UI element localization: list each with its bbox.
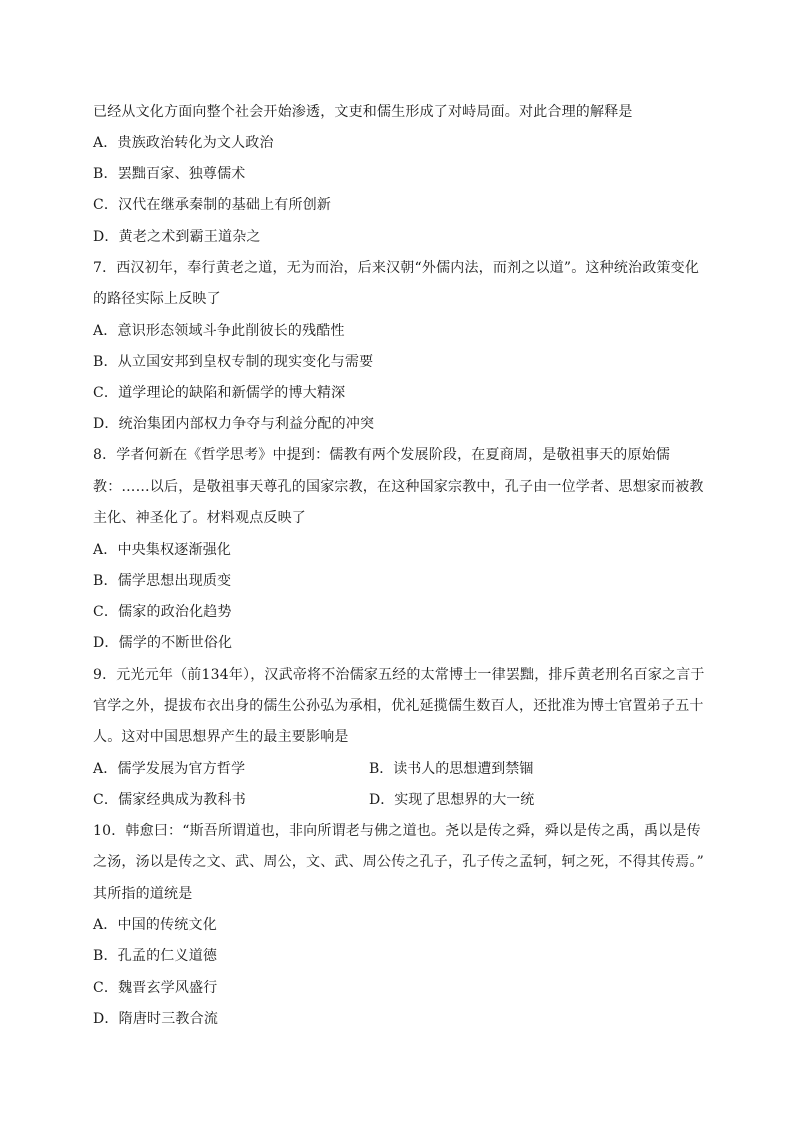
question-6-option-c: C．汉代在继承秦制的基础上有所创新 bbox=[93, 197, 332, 213]
question-7-stem-line-2: 的路径实际上反映了 bbox=[93, 291, 221, 307]
question-10-option-c: C．魏晋玄学风盛行 bbox=[93, 980, 218, 996]
question-8-option-c: C．儒家的政治化趋势 bbox=[93, 604, 232, 620]
question-6-option-d: D．黄老之术到霸王道杂之 bbox=[93, 229, 261, 245]
question-9-option-c: C．儒家经典成为教科书 bbox=[93, 792, 246, 808]
question-7-option-a: A．意识形态领域斗争此削彼长的残酷性 bbox=[93, 323, 345, 339]
question-7-stem-line-1: 7．西汉初年，奉行黄老之道，无为而治，后来汉朝“外儒内法，而剂之以道”。这种统治政策变化 bbox=[93, 260, 700, 276]
question-10-stem-line-1: 10．韩愈曰：“斯吾所谓道也，非向所谓老与佛之道也。尧以是传之舜，舜以是传之禹，禹以是传 bbox=[93, 823, 701, 839]
question-8-option-b: B．儒学思想出现质变 bbox=[93, 573, 232, 589]
question-7-option-b: B．从立国安邦到皇权专制的现实变化与需要 bbox=[93, 354, 374, 370]
question-9-stem-line-1: 9．元光元年（前134年），汉武帝将不治儒家五经的太常博士一律罢黜，排斥黄老刑名百家之言于 bbox=[93, 667, 705, 683]
question-8-option-d: D．儒学的不断世俗化 bbox=[93, 635, 233, 651]
question-9-stem-line-3: 人。这对中国思想界产生的最主要影响是 bbox=[93, 729, 349, 745]
question-9-option-a: A．儒学发展为官方哲学 bbox=[93, 761, 246, 777]
question-9-option-b: B．读书人的思想遭到禁锢 bbox=[369, 761, 534, 777]
question-10-option-b: B．孔孟的仁义道德 bbox=[93, 948, 218, 964]
question-9-option-d: D．实现了思想界的大一统 bbox=[369, 792, 535, 808]
question-8-stem-line-3: 主化、神圣化了。材料观点反映了 bbox=[93, 510, 306, 526]
question-10-option-d: D．隋唐时三教合流 bbox=[93, 1011, 219, 1027]
question-6-option-a: A．贵族政治转化为文人政治 bbox=[93, 135, 274, 151]
question-8-option-a: A．中央集权逐渐强化 bbox=[93, 542, 232, 558]
question-7-option-c: C．道学理论的缺陷和新儒学的博大精深 bbox=[93, 385, 346, 401]
question-8-stem-line-1: 8．学者何新在《哲学思考》中提到：儒教有两个发展阶段，在夏商周，是敬祖事天的原始儒 bbox=[93, 447, 671, 463]
question-7-option-d: D．统治集团内部权力争夺与利益分配的冲突 bbox=[93, 416, 375, 432]
question-10-stem-line-3: 其所指的道统是 bbox=[93, 886, 193, 902]
question-6-stem-continued: 已经从文化方面向整个社会开始渗透，文吏和儒生形成了对峙局面。对此合理的解释是 bbox=[93, 104, 633, 120]
question-8-stem-line-2: 教：……以后，是敬祖事天尊孔的国家宗教，在这种国家宗教中，孔子由一位学者、思想家而被教 bbox=[93, 479, 704, 495]
question-6-option-b: B．罢黜百家、独尊儒术 bbox=[93, 166, 246, 182]
question-10-stem-line-2: 之汤，汤以是传之文、武、周公，文、武、周公传之孔子，孔子传之孟轲，轲之死，不得其传焉。” bbox=[93, 854, 704, 870]
question-9-stem-line-2: 官学之外，提拔布衣出身的儒生公孙弘为承相，优礼延揽儒生数百人，还批准为博士官置弟子五十 bbox=[93, 698, 704, 714]
question-10-option-a: A．中国的传统文化 bbox=[93, 917, 217, 933]
